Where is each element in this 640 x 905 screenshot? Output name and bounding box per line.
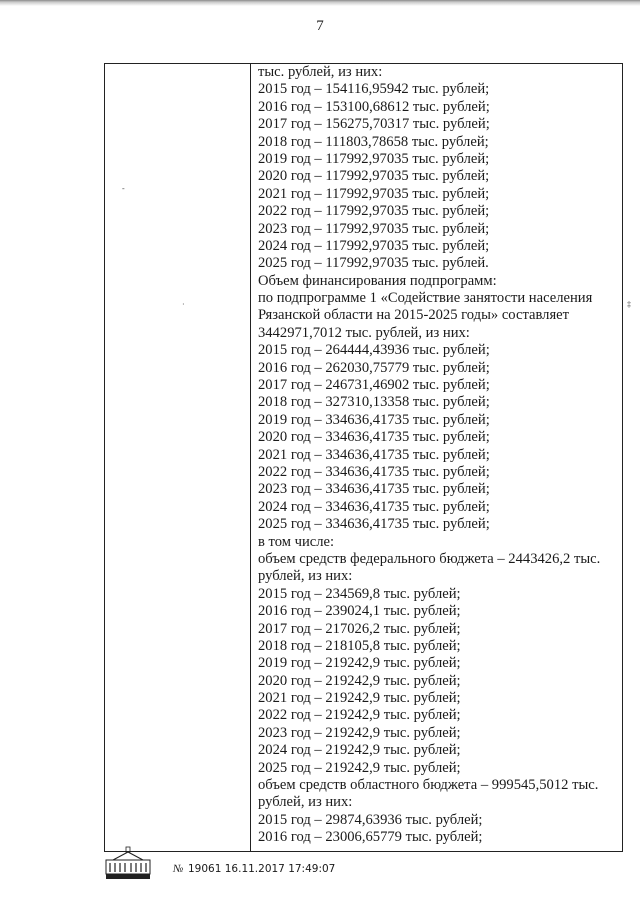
- text-line: тыс. рублей, из них:: [258, 64, 383, 80]
- registration-mark: №: [173, 863, 184, 875]
- text-line: 2023 год – 117992,97035 тыс. рублей;: [258, 220, 490, 237]
- content-lines: [255, 64, 622, 847]
- text-line: 2018 год – 327310,13358 тыс. рублей;: [258, 394, 490, 411]
- page-number: 7: [316, 18, 324, 34]
- text-line: 2016 год – 239024,1 тыс. рублей;: [258, 603, 461, 620]
- document-footer: [105, 840, 625, 890]
- scan-dot: ·: [182, 300, 185, 309]
- text-line: 2016 год – 262030,75779 тыс. рублей;: [258, 359, 490, 376]
- text-line: 2022 год – 334636,41735 тыс. рублей;: [258, 463, 490, 480]
- text-line: 2025 год – 219242,9 тыс. рублей;: [258, 759, 461, 776]
- table-cell-content: [251, 64, 623, 852]
- text-line: 2020 год – 117992,97035 тыс. рублей;: [258, 168, 490, 185]
- table-cell-label: [105, 64, 251, 852]
- text-line: 2019 год – 117992,97035 тыс. рублей;: [258, 150, 490, 167]
- text-line: по подпрограмме 1 «Содействие занятости населения: [258, 290, 593, 307]
- text-line: 2024 год – 117992,97035 тыс. рублей;: [258, 237, 490, 254]
- government-seal-icon: [105, 846, 151, 880]
- text-line: 2015 год – 154116,95942 тыс. рублей;: [258, 81, 490, 98]
- text-line: 2015 год – 29874,63936 тыс. рублей;: [258, 811, 483, 828]
- text-line: 2019 год – 219242,9 тыс. рублей;: [258, 655, 461, 672]
- text-line: Объем финансирования подпрограмм:: [258, 272, 497, 289]
- text-line: Рязанской области на 2015-2025 годы» составляет: [258, 307, 570, 324]
- text-line: объем средств федерального бюджета – 2443426,2 тыс.: [258, 550, 601, 567]
- text-line: 2021 год – 117992,97035 тыс. рублей;: [258, 185, 490, 202]
- program-table: [104, 63, 623, 852]
- text-line: 2024 год – 219242,9 тыс. рублей;: [258, 742, 461, 759]
- table-row: [105, 64, 623, 852]
- text-line: 2020 год – 219242,9 тыс. рублей;: [258, 672, 461, 689]
- text-line: 2015 год – 264444,43936 тыс. рублей;: [258, 342, 490, 359]
- text-line: 2017 год – 246731,46902 тыс. рублей;: [258, 377, 490, 394]
- text-line: 2022 год – 219242,9 тыс. рублей;: [258, 707, 461, 724]
- scan-top-edge: [0, 0, 640, 6]
- text-line: 2018 год – 218105,8 тыс. рублей;: [258, 637, 461, 654]
- text-line: 2018 год – 111803,78658 тыс. рублей;: [258, 133, 489, 150]
- text-line: 2017 год – 156275,70317 тыс. рублей;: [258, 116, 490, 133]
- text-line: 2016 год – 153100,68612 тыс. рублей;: [258, 98, 490, 115]
- text-line: 2017 год – 217026,2 тыс. рублей;: [258, 620, 461, 637]
- text-line: 2024 год – 334636,41735 тыс. рублей;: [258, 498, 490, 515]
- text-line: 2025 год – 334636,41735 тыс. рублей;: [258, 516, 490, 533]
- text-line: 2023 год – 334636,41735 тыс. рублей;: [258, 481, 490, 498]
- text-line: рублей, из них:: [258, 794, 353, 811]
- text-line: 2015 год – 234569,8 тыс. рублей;: [258, 585, 461, 602]
- text-line: 2023 год – 219242,9 тыс. рублей;: [258, 724, 461, 741]
- text-line: 2021 год – 219242,9 тыс. рублей;: [258, 690, 461, 707]
- text-line: 2020 год – 334636,41735 тыс. рублей;: [258, 429, 490, 446]
- text-line: объем средств областного бюджета – 999545,5012 тыс.: [258, 777, 599, 794]
- registration-stamp: 19061 16.11.2017 17:49:07: [188, 863, 336, 875]
- text-line: 2019 год – 334636,41735 тыс. рублей;: [258, 411, 490, 428]
- text-line: 2025 год – 117992,97035 тыс. рублей.: [258, 255, 489, 272]
- text-line: 2021 год – 334636,41735 тыс. рублей;: [258, 446, 490, 463]
- text-line: 2016 год – 23006,65779 тыс. рублей;: [258, 829, 483, 846]
- scan-margin-mark: ‡: [627, 300, 631, 309]
- text-line: рублей, из них:: [258, 568, 353, 585]
- text-line: 3442971,7012 тыс. рублей, из них:: [258, 324, 470, 341]
- scan-dot: -: [122, 184, 125, 193]
- text-line: в том числе:: [258, 533, 335, 550]
- text-line: 2022 год – 117992,97035 тыс. рублей;: [258, 203, 490, 220]
